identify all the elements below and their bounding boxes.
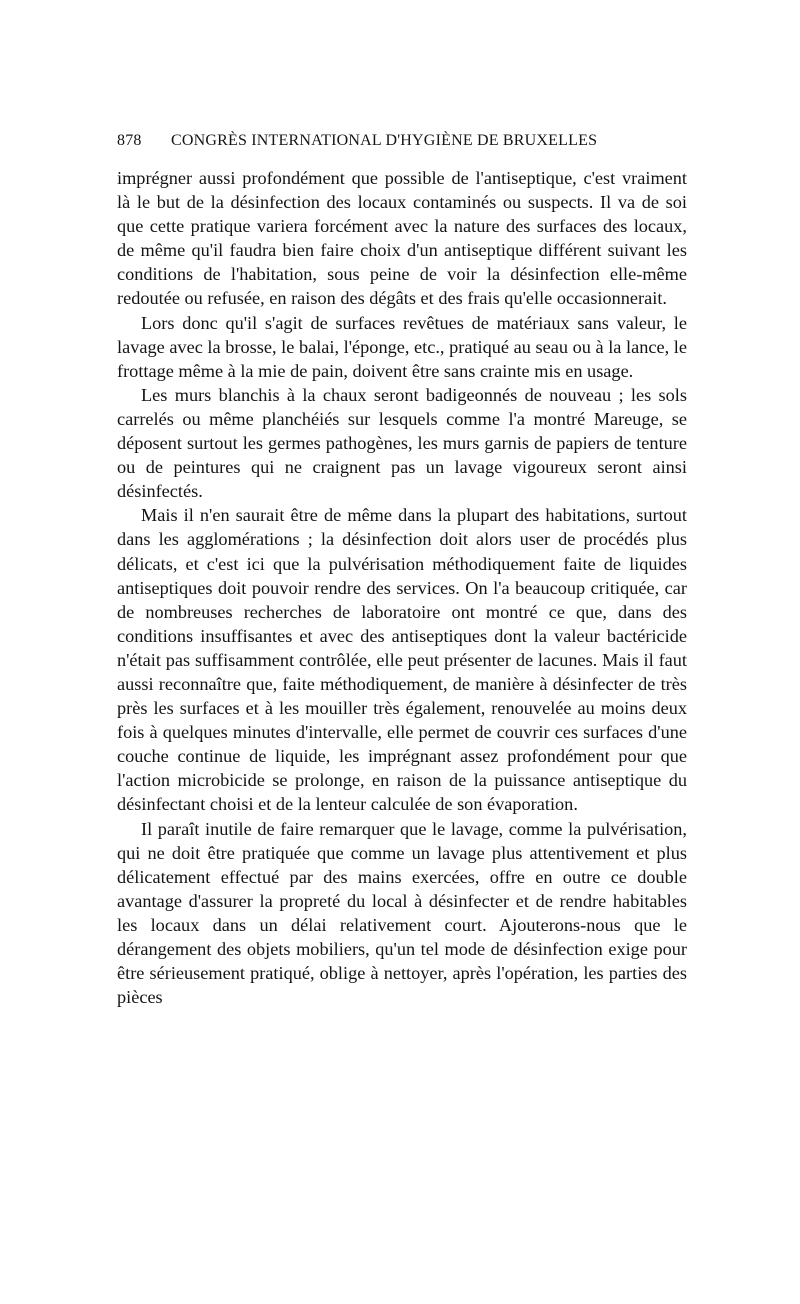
- page-number: 878: [117, 132, 142, 149]
- running-head-title: CONGRÈS INTERNATIONAL D'HYGIÈNE DE BRUXELLES: [171, 132, 598, 149]
- running-head: [117, 132, 687, 158]
- paragraph-surfaces-sans-valeur: Lors donc qu'il s'agit de surfaces revêtues de matériaux sans valeur, le lavage avec la brosse, le balai, l'éponge, etc., pratiqué au seau ou à la lance, le frottage même à la mie de pain, doivent être sans crainte mis en usage.: [117, 312, 687, 381]
- paragraph-lavage-avantage: Il paraît inutile de faire remarquer que le lavage, comme la pulvérisation, qui ne doit être pratiquée que comme un lavage plus attentivement et plus délicatement effectué par des mains exercées, offre en outre ce double avantage d'assurer la propreté du local à désinfecter et de rendre habitables les locaux dans un délai relativement court. Ajouterons-nous que le dérangement des objets mobiliers, qu'un tel mode de désinfection exige pour être sérieusement pratiqué, oblige à nettoyer, après l'opération, les parties des pièces: [117, 818, 687, 1008]
- paragraph-murs-blanchis: Les murs blanchis à la chaux seront badigeonnés de nouveau ; les sols carrelés ou même planchéiés sur lesquels comme l'a montré Mareuge, se déposent surtout les germes pathogènes, les murs garnis de papiers de tenture ou de peintures qui ne craignent pas un lavage vigoureux seront ainsi désinfectés.: [117, 384, 687, 502]
- paragraph-pulverisation: Mais il n'en saurait être de même dans la plupart des habitations, surtout dans les agglomérations ; la désinfection doit alors user de procédés plus délicats, et c'est ici que la pulvérisation méthodiquement faite de liquides antiseptiques doit pouvoir rendre des services. On l'a beaucoup critiquée, car de nombreuses recherches de laboratoire ont montré ce que, dans des conditions insuffisantes et avec des antiseptiques dont la valeur bactéricide n'était pas suffisamment contrôlée, elle peut présenter de lacunes. Mais il faut aussi reconnaître que, faite méthodiquement, de manière à désinfecter de très près les surfaces et à les mouiller très également, renouvelée au moins deux fois à quelques minutes d'intervalle, elle permet de couvrir ces surfaces d'une couche continue de liquide, les imprégnant assez profondément pour que l'action microbicide se prolonge, en raison de la puissance antiseptique du désinfectant choisi et de la lenteur calculée de son évaporation.: [117, 505, 687, 815]
- paragraph-continuation: imprégner aussi profondément que possible de l'antiseptique, c'est vraiment là le but de la désinfection des locaux contaminés ou suspects. Il va de soi que cette pratique variera forcément avec la nature des surfaces des locaux, de même qu'il faudra bien faire choix d'un antiseptique différent suivant les conditions de l'habitation, sous peine de voir la désinfection elle-même redoutée ou refusée, en raison des dégâts et des frais qu'elle occasionnerait.: [117, 168, 687, 309]
- body-text: [117, 166, 687, 1009]
- book-page: [117, 132, 687, 1009]
